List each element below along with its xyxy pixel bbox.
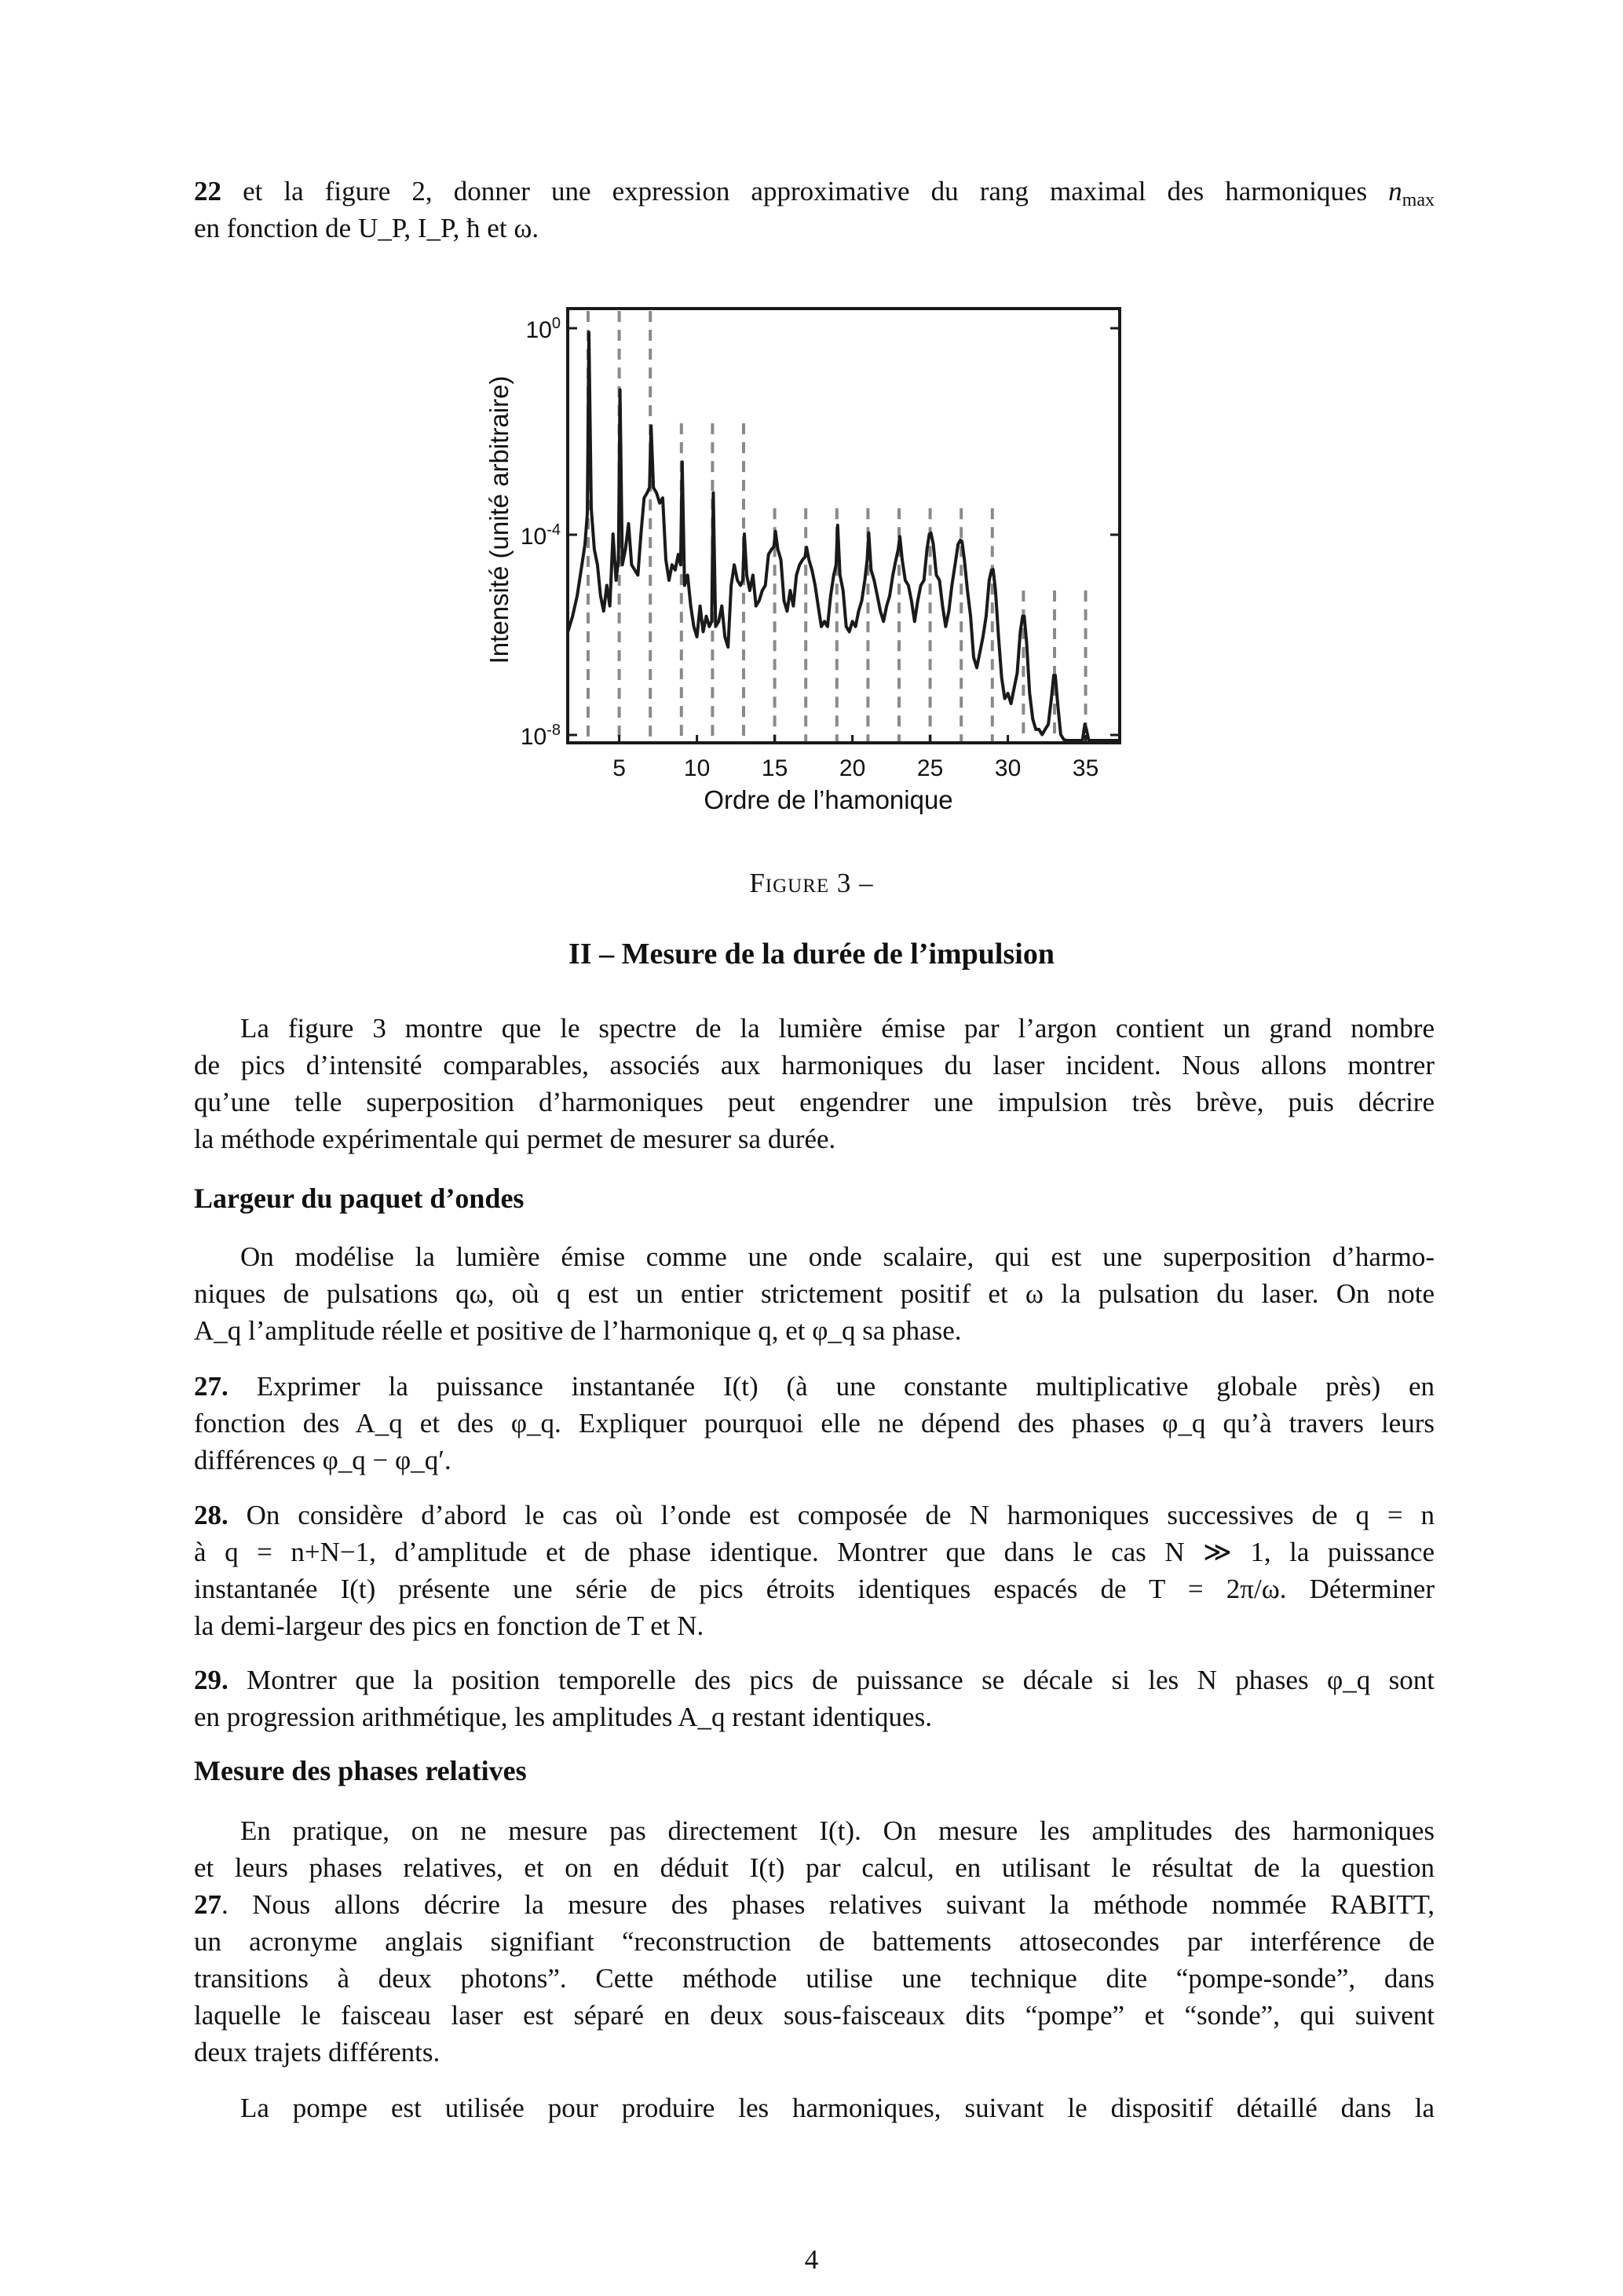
question-28-line — [194, 1497, 1435, 1534]
question-29-line: en progression arithmétique, les amplitudes A_q restant identiques. — [194, 1702, 932, 1732]
x-axis-label: Ordre de l’hamonique — [704, 785, 953, 814]
x-tick-label: 10 — [683, 755, 711, 781]
question-number-29: 29. — [194, 1665, 228, 1695]
subsection-heading-mesure: Mesure des phases relatives — [194, 1755, 527, 1786]
question-27-line — [194, 1368, 1435, 1405]
figure-caption: Figure 3 – — [749, 868, 874, 898]
question-27-line: différences φ_q − φ_q′. — [194, 1445, 451, 1475]
question-reference-27: 27 — [194, 1889, 221, 1920]
question-29-text: Montrer que la position temporelle des pics de puissance se décale si les N phases φ_q sont — [228, 1665, 1435, 1695]
para3-line — [194, 1886, 1435, 1923]
para1-line: de pics d’intensité comparables, associés aux harmoniques du laser incident. Nous allons montrer — [194, 1050, 1435, 1080]
page-number: 4 — [804, 2244, 819, 2275]
x-tick-label: 5 — [612, 755, 626, 781]
para3-line: et leurs phases relatives, et on en déduit I(t) par calcul, en utilisant le résultat de la question — [194, 1852, 1435, 1883]
question-28-text: On considère d’abord le cas où l’onde est composée de N harmoniques successives de q = n — [228, 1500, 1435, 1530]
y-axis-label: Intensité (unité arbitraire) — [484, 375, 514, 664]
x-tick-label: 25 — [916, 755, 944, 781]
question-27-text: Exprimer la puissance instantanée I(t) (à une constante multiplicative globale près) en — [228, 1371, 1435, 1402]
question-29-line — [194, 1662, 1435, 1698]
math-n: n — [1388, 176, 1402, 207]
question-27-line: fonction des A_q et des φ_q. Expliquer pourquoi elle ne dépend des phases φ_q qu’à travers leurs — [194, 1408, 1435, 1439]
para3-line: transitions à deux photons”. Cette méthode utilise une technique dite “pompe-sonde”, dans — [194, 1963, 1435, 1994]
para3-line: En pratique, on ne mesure pas directement I(t). On mesure les amplitudes des harmoniques — [240, 1815, 1435, 1846]
y-tick-label: $10^{-8}$ — [520, 722, 561, 750]
question-number-28: 28. — [194, 1500, 228, 1530]
x-tick-label: 20 — [839, 755, 866, 781]
figure-3-chart — [0, 0, 1623, 864]
subsection-heading-largeur: Largeur du paquet d’ondes — [194, 1183, 525, 1214]
section-title: II – Mesure de la durée de l’impulsion — [568, 938, 1055, 971]
x-tick-label: 35 — [1072, 755, 1099, 781]
para3-text: . Nous allons décrire la mesure des phases relatives suivant la méthode nommée RABITT, — [221, 1889, 1435, 1920]
question-28-line: instantanée I(t) présente une série de pics étroits identiques espacés de T = 2π/ω. Déterminer — [194, 1574, 1435, 1604]
intro-line-2: en fonction de U_P, I_P, ħ et ω. — [194, 213, 539, 243]
para2-line: niques de pulsations qω, où q est un entier strictement positif et ω la pulsation du laser. On note — [194, 1278, 1435, 1309]
question-28-line: la demi-largeur des pics en fonction de T et N. — [194, 1610, 704, 1641]
para4-line: La pompe est utilisée pour produire les harmoniques, suivant le dispositif détaillé dans la — [240, 2093, 1435, 2123]
x-tick-label: 30 — [994, 755, 1022, 781]
para2-line: A_q l’amplitude réelle et positive de l’harmonique q, et φ_q sa phase. — [194, 1315, 962, 1346]
para1-line: la méthode expérimentale qui permet de mesurer sa durée. — [194, 1124, 836, 1154]
para1-line: La figure 3 montre que le spectre de la lumière émise par l’argon contient un grand nombre — [240, 1013, 1435, 1044]
question-number-27: 27. — [194, 1371, 228, 1402]
math-subscript-max: max — [1402, 190, 1435, 210]
y-tick-label: $10^0$ — [525, 315, 561, 343]
para2-line: On modélise la lumière émise comme une onde scalaire, qui est une superposition d’harmo- — [240, 1241, 1435, 1272]
intro-text: et la figure 2, donner une expression approximative du rang maximal des harmoniques — [221, 176, 1389, 207]
y-tick-label: $10^{-4}$ — [520, 521, 561, 550]
question-reference: 22 — [194, 176, 221, 207]
para3-line: laquelle le faisceau laser est séparé en deux sous-faisceaux dits “pompe” et “sonde”, qui suivent — [194, 2000, 1435, 2031]
para3-line: deux trajets différents. — [194, 2037, 440, 2067]
x-tick-label: 15 — [761, 755, 788, 781]
para3-line: un acronyme anglais signifiant “reconstruction de battements attosecondes par interférence de — [194, 1926, 1435, 1957]
para1-line: qu’une telle superposition d’harmoniques peut engendrer une impulsion très brève, puis décrire — [194, 1087, 1435, 1117]
question-28-line: à q = n+N−1, d’amplitude et de phase identique. Montrer que dans le cas N ≫ 1, la puissance — [194, 1537, 1435, 1567]
